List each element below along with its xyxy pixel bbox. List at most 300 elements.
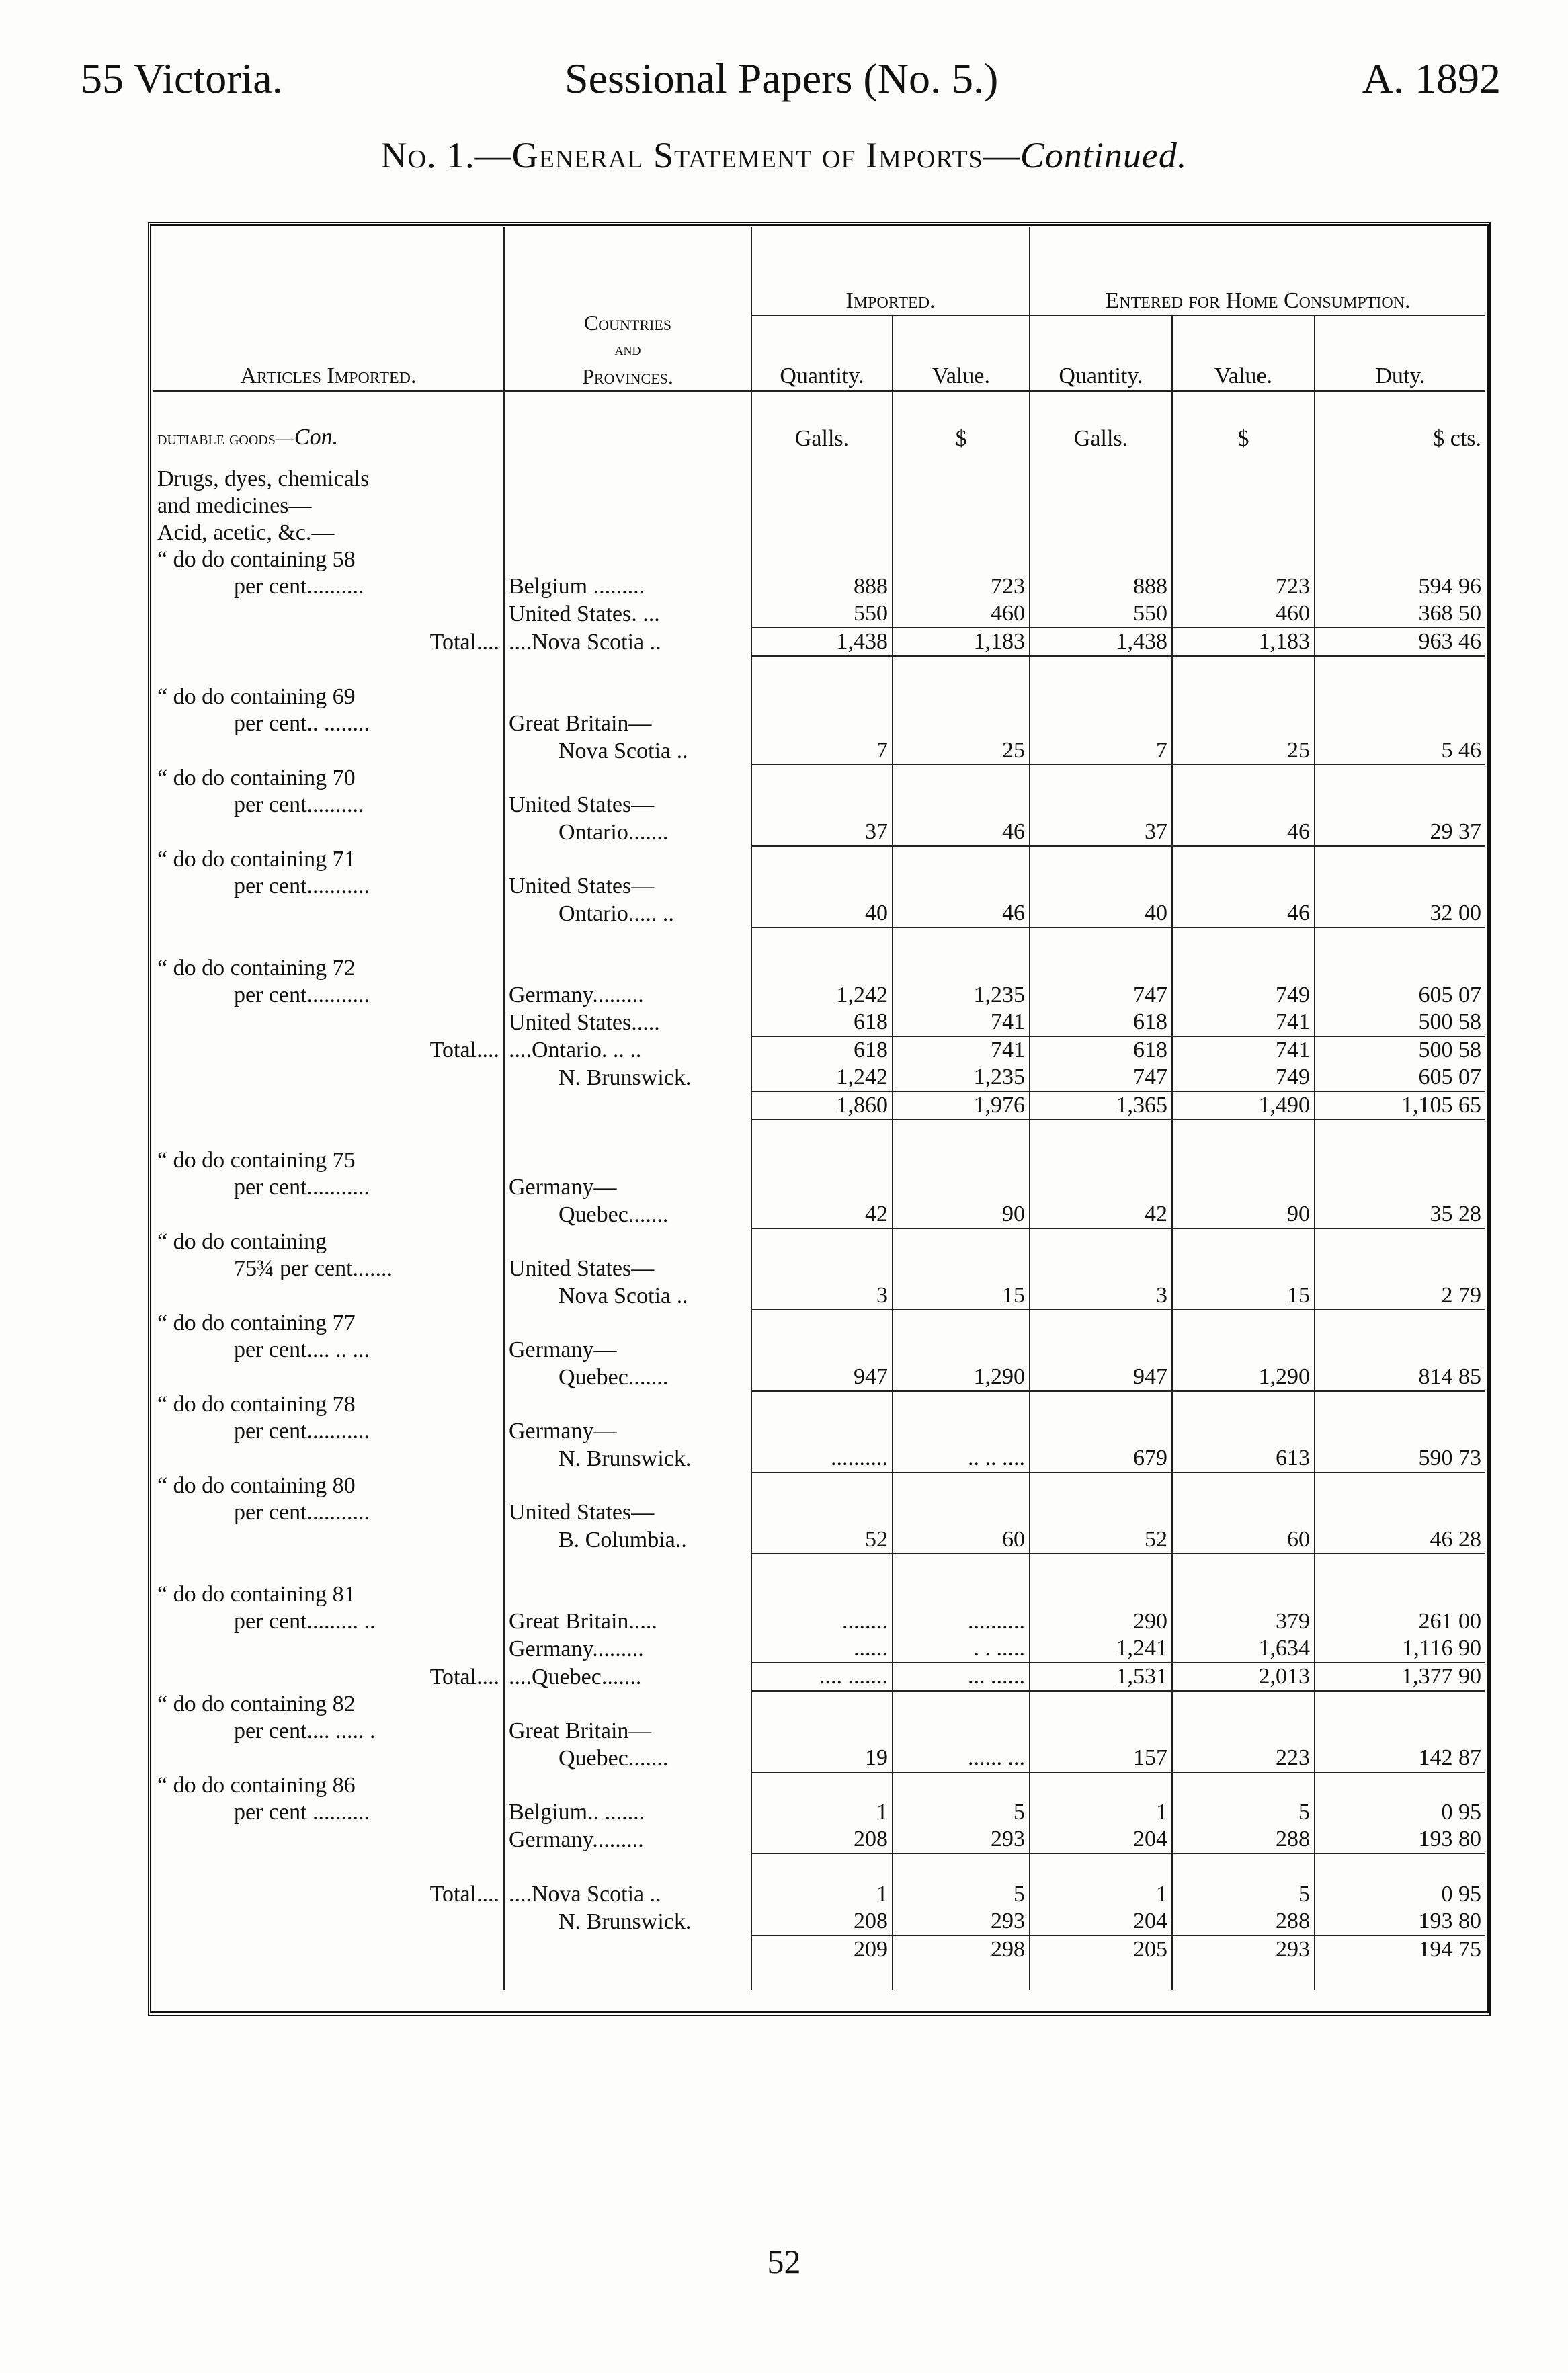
- entered-quantity-cell: 1,241: [1030, 1635, 1172, 1663]
- entered-value-cell: [1172, 1174, 1315, 1201]
- duty-cell: 590 73: [1315, 1445, 1485, 1472]
- imported-value-cell: . . .....: [893, 1635, 1030, 1663]
- entered-value-cell: 1,490: [1172, 1091, 1315, 1120]
- table-row: [153, 1881, 1485, 1908]
- spacer-cell: [893, 1854, 1030, 1881]
- duty-cell: [1315, 683, 1485, 710]
- article-cell: [153, 1201, 504, 1229]
- spacer-cell: [153, 1963, 504, 1990]
- duty-cell: [1315, 1691, 1485, 1718]
- country-cell: United States—: [504, 873, 751, 900]
- entered-value-cell: 46: [1172, 819, 1315, 846]
- section-label: [153, 391, 504, 453]
- unit-dollar: $: [893, 391, 1030, 453]
- imported-quantity-cell: [751, 1499, 893, 1526]
- imported-quantity-cell: [751, 1691, 893, 1718]
- table-row: [153, 900, 1485, 927]
- duty-cell: [1315, 1718, 1485, 1745]
- article-cell: “ do do containing 70: [153, 765, 504, 792]
- article-cell: per cent...........: [153, 873, 504, 900]
- entered-value-cell: 5: [1172, 1799, 1315, 1826]
- entered-value-cell: 1,634: [1172, 1635, 1315, 1663]
- spacer-cell: [893, 1963, 1030, 1990]
- article-cell: per cent...........: [153, 982, 504, 1009]
- duty-cell: [1315, 1418, 1485, 1445]
- table-row: [153, 1391, 1485, 1418]
- article-cell: [153, 1745, 504, 1772]
- entered-quantity-cell: [1030, 1718, 1172, 1745]
- country-cell: [504, 1391, 751, 1418]
- imported-quantity-cell: 37: [751, 819, 893, 846]
- country-cell: N. Brunswick.: [504, 1908, 751, 1935]
- entered-value-cell: 46: [1172, 900, 1315, 927]
- table-row: [153, 1229, 1485, 1255]
- unit-galls-entered: Galls.: [1030, 391, 1172, 453]
- entered-value-cell: 2,013: [1172, 1663, 1315, 1691]
- entered-quantity-cell: [1030, 846, 1172, 873]
- article-cell: [153, 1935, 504, 1963]
- country-cell: Quebec.......: [504, 1201, 751, 1229]
- duty-cell: 0 95: [1441, 1800, 1482, 1825]
- article-cell: [153, 819, 504, 846]
- imported-quantity-cell: 52: [751, 1526, 893, 1554]
- imported-value-cell: [893, 1255, 1030, 1282]
- entered-quantity-cell: 40: [1030, 900, 1172, 927]
- duty-cell: 368 50: [1315, 600, 1485, 628]
- imported-quantity-cell: [751, 1337, 893, 1364]
- table-row: [153, 1147, 1485, 1174]
- table-row: [153, 1663, 1485, 1691]
- article-cell: [153, 1364, 504, 1391]
- table-row: [153, 792, 1485, 819]
- imported-value-cell: [893, 1337, 1030, 1364]
- country-cell: United States.....: [504, 1009, 751, 1036]
- intro-line: “ do do containing 58: [153, 546, 504, 573]
- country-cell: [504, 683, 751, 710]
- entered-value-cell: [1172, 1499, 1315, 1526]
- spacer-cell: [1315, 1963, 1485, 1990]
- table-row: [153, 1499, 1485, 1526]
- imported-quantity-cell: ......: [751, 1635, 893, 1663]
- article-cell: per cent...........: [153, 1174, 504, 1201]
- entered-quantity-cell: [1030, 683, 1172, 710]
- table-row: [153, 1826, 1485, 1854]
- table-row: [153, 1418, 1485, 1445]
- imported-quantity-cell: [751, 710, 893, 737]
- imported-quantity-cell: 1,860: [751, 1091, 893, 1120]
- duty-cell: 35 28: [1315, 1201, 1485, 1229]
- header-papers: Sessional Papers (No. 5.): [565, 54, 999, 102]
- imported-value-cell: [893, 1418, 1030, 1445]
- spacer-cell: [153, 1854, 504, 1881]
- article-cell: “ do do containing 77: [153, 1310, 504, 1337]
- table-row: [153, 1337, 1485, 1364]
- imported-value-cell: [893, 1499, 1030, 1526]
- entered-value-cell: 741: [1172, 1009, 1315, 1036]
- country-cell: Great Britain.....: [504, 1608, 751, 1635]
- entered-value-cell: 15: [1172, 1282, 1315, 1310]
- entered-value-cell: 25: [1172, 737, 1315, 765]
- entered-quantity-cell: [1030, 1310, 1172, 1337]
- blank-cell: [504, 391, 751, 453]
- row-spacer: [153, 927, 1485, 955]
- imported-quantity-cell: [751, 1581, 893, 1608]
- spacer-cell: [1315, 1554, 1485, 1581]
- table-row: [153, 1608, 1485, 1635]
- entered-quantity-cell: 37: [1030, 819, 1172, 846]
- imported-quantity-cell: 1,242: [751, 1064, 893, 1091]
- entered-quantity-cell: [1030, 1255, 1172, 1282]
- entered-value-cell: [1172, 955, 1315, 982]
- spacer-cell: [893, 1120, 1030, 1147]
- page-number: 52: [767, 2243, 801, 2280]
- spacer-cell: [504, 1854, 751, 1881]
- table-row: [153, 1064, 1485, 1091]
- article-cell: [153, 1635, 504, 1663]
- table-row: [153, 1635, 1485, 1663]
- table-row: [153, 1364, 1485, 1391]
- imported-value-cell: [893, 1147, 1030, 1174]
- imported-quantity-cell: 40: [751, 900, 893, 927]
- table-row: [153, 1091, 1485, 1120]
- imported-value-cell: [893, 765, 1030, 792]
- entered-value-cell: [1172, 1472, 1315, 1499]
- imported-value-cell: [893, 792, 1030, 819]
- duty-cell: [1315, 1310, 1485, 1337]
- entered-quantity-cell: 42: [1030, 1201, 1172, 1229]
- article-cell: “ do do containing 78: [153, 1391, 504, 1418]
- imported-value-cell: [893, 1391, 1030, 1418]
- duty-cell: 594 96: [1418, 574, 1482, 599]
- table-row: [153, 710, 1485, 737]
- article-cell: per cent......... ..: [153, 1608, 504, 1635]
- article-cell: “ do do containing 71: [153, 846, 504, 873]
- spacer-cell: [1030, 1854, 1172, 1881]
- entered-value-cell: [1172, 1581, 1315, 1608]
- entered-quantity-cell: 204: [1030, 1826, 1172, 1854]
- entered-quantity-cell: [1030, 1418, 1172, 1445]
- imported-quantity-cell: 3: [751, 1282, 893, 1310]
- entered-quantity-cell: 157: [1030, 1745, 1172, 1772]
- spacer-cell: [153, 1554, 504, 1581]
- imported-value-cell: 741: [893, 1009, 1030, 1036]
- table-row: [153, 628, 1485, 656]
- table-row: [153, 1745, 1485, 1772]
- entered-value-cell: [1172, 1391, 1315, 1418]
- imported-value-cell: [893, 683, 1030, 710]
- entered-value-cell: [1172, 1772, 1315, 1799]
- imported-quantity-cell: 550: [751, 600, 893, 628]
- spacer-cell: [1315, 1854, 1485, 1881]
- col-value-entered: Value.: [1172, 315, 1315, 391]
- imported-quantity-cell: 1: [751, 1799, 893, 1826]
- entered-quantity-cell: 1,531: [1030, 1663, 1172, 1691]
- row-spacer: [153, 1963, 1485, 1990]
- imported-quantity-cell: [751, 1174, 893, 1201]
- imported-value-cell: 1,235: [893, 982, 1030, 1009]
- duty-cell: 194 75: [1418, 1937, 1482, 1962]
- imported-quantity-cell: 1: [751, 1881, 893, 1908]
- entered-quantity-cell: [1030, 1472, 1172, 1499]
- entered-value-cell: 749: [1172, 982, 1315, 1009]
- duty-cell: [1315, 1147, 1485, 1174]
- imported-value-cell: 1,290: [893, 1364, 1030, 1391]
- country-cell: Germany—: [504, 1174, 751, 1201]
- entered-quantity-cell: 747: [1030, 982, 1172, 1009]
- entered-value-cell: [1172, 1310, 1315, 1337]
- table-row: [153, 573, 1485, 600]
- country-cell: Quebec.......: [504, 1364, 751, 1391]
- article-cell: [153, 900, 504, 927]
- country-cell: [504, 1935, 751, 1963]
- article-cell: [153, 1064, 504, 1091]
- duty-cell: [1315, 955, 1485, 982]
- imported-quantity-cell: [751, 1391, 893, 1418]
- entered-value-cell: [1172, 1147, 1315, 1174]
- spacer-cell: [751, 927, 893, 955]
- article-cell: [153, 1445, 504, 1472]
- country-cell: [504, 1581, 751, 1608]
- col-quantity-entered: Quantity.: [1030, 315, 1172, 391]
- spacer-cell: [893, 927, 1030, 955]
- entered-value-cell: [1172, 1229, 1315, 1255]
- article-cell: per cent..........: [153, 792, 504, 819]
- imported-value-cell: 723: [893, 573, 1030, 600]
- statement-title-main: No. 1.—General Statement of Imports—: [380, 135, 1020, 175]
- spacer-cell: [1172, 927, 1315, 955]
- duty-cell: 46 28: [1315, 1526, 1485, 1554]
- imported-value-cell: [893, 846, 1030, 873]
- duty-cell: [1315, 1499, 1485, 1526]
- imported-quantity-cell: 7: [751, 737, 893, 765]
- article-cell: [153, 737, 504, 765]
- spacer-cell: [153, 927, 504, 955]
- unit-galls: Galls.: [751, 391, 893, 453]
- table-row: [153, 873, 1485, 900]
- imported-quantity-cell: [751, 873, 893, 900]
- imported-quantity-cell: 1,438: [751, 628, 893, 656]
- imported-value-cell: 298: [893, 1935, 1030, 1963]
- intro-line: and medicines—: [153, 493, 504, 519]
- country-cell: [504, 1310, 751, 1337]
- imported-quantity-cell: [751, 1718, 893, 1745]
- duty-cell: [1315, 1581, 1485, 1608]
- duty-cell: 32 00: [1315, 900, 1485, 927]
- country-cell: [504, 1772, 751, 1799]
- entered-quantity-cell: [1030, 955, 1172, 982]
- imported-value-cell: 460: [893, 600, 1030, 628]
- entered-quantity-cell: 52: [1030, 1526, 1172, 1554]
- duty-cell: 963 46: [1315, 628, 1485, 656]
- imported-quantity-cell: [751, 765, 893, 792]
- table-row: [153, 1472, 1485, 1499]
- table-row: [153, 1908, 1485, 1935]
- country-cell: N. Brunswick.: [504, 1064, 751, 1091]
- spacer-cell: [893, 1554, 1030, 1581]
- spacer-cell: [1172, 1963, 1315, 1990]
- table-row: [153, 1935, 1485, 1963]
- entered-value-cell: 90: [1172, 1201, 1315, 1229]
- entered-value-cell: [1172, 765, 1315, 792]
- duty-cell: 1,116 90: [1315, 1635, 1485, 1663]
- imported-value-cell: [893, 1229, 1030, 1255]
- imported-value-cell: 741: [893, 1036, 1030, 1064]
- spacer-cell: [1172, 1554, 1315, 1581]
- imported-value-cell: [893, 955, 1030, 982]
- article-cell: “ do do containing 86: [153, 1772, 504, 1799]
- entered-quantity-cell: 618: [1030, 1036, 1172, 1064]
- header-year: A. 1892: [1362, 54, 1501, 102]
- country-cell: [504, 1472, 751, 1499]
- country-cell: Germany.........: [504, 1826, 751, 1854]
- entered-quantity-cell: [1030, 1772, 1172, 1799]
- entered-value-cell: [1172, 1718, 1315, 1745]
- imported-quantity-cell: [751, 1418, 893, 1445]
- imported-quantity-cell: [751, 846, 893, 873]
- imported-quantity-cell: ........: [751, 1608, 893, 1635]
- imported-quantity-cell: 19: [751, 1745, 893, 1772]
- duty-cell: [1315, 765, 1485, 792]
- article-cell: per cent.. ........: [153, 710, 504, 737]
- country-cell: N. Brunswick.: [504, 1445, 751, 1472]
- spacer-cell: [1030, 656, 1172, 683]
- col-quantity: Quantity.: [751, 315, 893, 391]
- imported-value-cell: ..........: [893, 1608, 1030, 1635]
- table-row: [153, 1581, 1485, 1608]
- imported-value-cell: 1,235: [893, 1064, 1030, 1091]
- table-row: [153, 1201, 1485, 1229]
- table-row: [153, 765, 1485, 792]
- entered-value-cell: 741: [1172, 1036, 1315, 1064]
- country-cell: ....Ontario. .. ..: [504, 1036, 751, 1064]
- spacer-cell: [893, 656, 1030, 683]
- table-row: [153, 1772, 1485, 1799]
- imported-quantity-cell: 947: [751, 1364, 893, 1391]
- imported-quantity-cell: [751, 683, 893, 710]
- duty-cell: 2 79: [1315, 1282, 1485, 1310]
- table-row: [153, 683, 1485, 710]
- country-cell: Nova Scotia ..: [504, 1282, 751, 1310]
- country-cell: Germany.........: [504, 982, 751, 1009]
- duty-cell: [1315, 710, 1485, 737]
- article-cell: “ do do containing 82: [153, 1691, 504, 1718]
- country-cell: ....Nova Scotia ..: [504, 1881, 751, 1908]
- imported-value-cell: 293: [893, 1908, 1030, 1935]
- article-cell: “ do do containing 69: [153, 683, 504, 710]
- entered-value-cell: [1172, 683, 1315, 710]
- entered-quantity-cell: [1030, 873, 1172, 900]
- article-cell: Total....: [153, 1881, 504, 1908]
- duty-cell: [1315, 1472, 1485, 1499]
- col-duty: Duty.: [1315, 315, 1485, 391]
- entered-quantity-cell: 1,365: [1030, 1091, 1172, 1120]
- article-cell: [153, 1009, 504, 1036]
- imported-value-cell: 293: [893, 1826, 1030, 1854]
- entered-quantity-cell: [1030, 1337, 1172, 1364]
- entered-value-cell: [1172, 1691, 1315, 1718]
- article-cell: per cent...........: [153, 1418, 504, 1445]
- col-countries-l1: Countries: [583, 310, 672, 335]
- entered-value-cell: [1172, 792, 1315, 819]
- table-row: [153, 1310, 1485, 1337]
- table-row: [153, 1445, 1485, 1472]
- entered-value-cell: [1172, 1418, 1315, 1445]
- entered-value-cell: [1172, 1337, 1315, 1364]
- entered-value-cell: 460: [1172, 600, 1315, 628]
- imported-value-cell: [893, 1718, 1030, 1745]
- duty-cell: [1315, 1391, 1485, 1418]
- country-cell: United States—: [504, 792, 751, 819]
- spacer-cell: [1315, 656, 1485, 683]
- spacer-cell: [504, 927, 751, 955]
- imported-quantity-cell: [751, 1147, 893, 1174]
- imported-quantity-cell: [751, 792, 893, 819]
- spacer-cell: [1172, 1854, 1315, 1881]
- imported-quantity-cell: 618: [751, 1009, 893, 1036]
- entered-quantity-cell: [1030, 710, 1172, 737]
- entered-quantity-cell: 7: [1030, 737, 1172, 765]
- imported-value-cell: 46: [893, 900, 1030, 927]
- unit-dollar-cts: $ cts.: [1433, 426, 1482, 451]
- imported-value-cell: [893, 1691, 1030, 1718]
- spacer-cell: [504, 1120, 751, 1147]
- table-row: [153, 737, 1485, 765]
- country-cell: [504, 765, 751, 792]
- table-row: [153, 955, 1485, 982]
- duty-cell: [1315, 846, 1485, 873]
- imported-quantity-cell: 1,242: [751, 982, 893, 1009]
- entered-quantity-cell: 747: [1030, 1064, 1172, 1091]
- imported-value-cell: [893, 1174, 1030, 1201]
- row-spacer: [153, 656, 1485, 683]
- row-spacer: [153, 1854, 1485, 1881]
- entered-value-cell: [1172, 1255, 1315, 1282]
- duty-cell: 142 87: [1315, 1745, 1485, 1772]
- imported-quantity-cell: ..........: [751, 1445, 893, 1472]
- imported-quantity-cell: 42: [751, 1201, 893, 1229]
- entered-quantity-cell: [1030, 765, 1172, 792]
- country-cell: Ontario.......: [504, 819, 751, 846]
- duty-cell: 500 58: [1418, 1038, 1482, 1063]
- duty-cell: [1315, 873, 1485, 900]
- row-spacer: [153, 1120, 1485, 1147]
- article-cell: “ do do containing 81: [153, 1581, 504, 1608]
- duty-cell: 1,377 90: [1315, 1663, 1485, 1691]
- entered-quantity-cell: 947: [1030, 1364, 1172, 1391]
- statement-title: [0, 134, 1568, 176]
- table-row: [153, 982, 1485, 1009]
- imported-value-cell: 46: [893, 819, 1030, 846]
- table-row: [153, 1282, 1485, 1310]
- section-label-main: dutiable goods—: [157, 428, 294, 449]
- imported-quantity-cell: [751, 1255, 893, 1282]
- country-cell: Belgium .........: [504, 573, 751, 600]
- entered-quantity-cell: [1030, 1581, 1172, 1608]
- entered-value-cell: 723: [1172, 573, 1315, 600]
- imported-quantity-cell: 618: [751, 1036, 893, 1064]
- article-cell: “ do do containing 72: [153, 955, 504, 982]
- row-spacer: [153, 1554, 1485, 1581]
- entered-quantity-cell: 1: [1030, 1881, 1172, 1908]
- entered-value-cell: 60: [1172, 1526, 1315, 1554]
- imported-value-cell: [893, 1772, 1030, 1799]
- duty-cell: 814 85: [1315, 1364, 1485, 1391]
- country-cell: Germany.........: [504, 1635, 751, 1663]
- duty-cell: 261 00: [1418, 1609, 1482, 1634]
- country-cell: United States. ...: [504, 600, 751, 628]
- spacer-cell: [1030, 1963, 1172, 1990]
- entered-quantity-cell: [1030, 1229, 1172, 1255]
